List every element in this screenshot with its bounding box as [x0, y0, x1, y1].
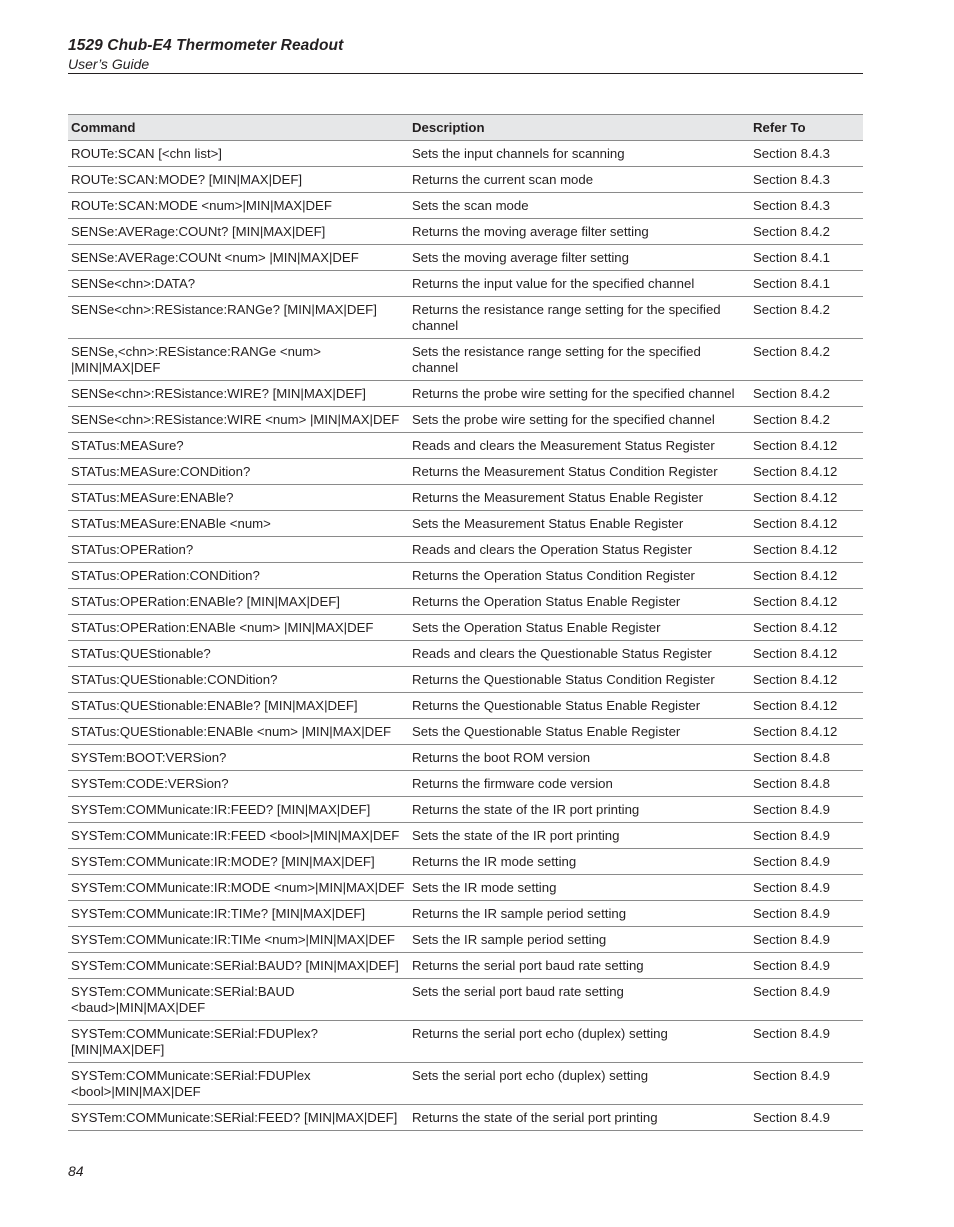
command-cell: SENSe<chn>:RESistance:WIRE? [MIN|MAX|DEF]	[71, 386, 366, 401]
description-cell: Returns the IR mode setting	[412, 854, 577, 869]
description-cell: Returns the moving average filter setting	[412, 224, 649, 239]
command-cell: STATus:QUEStionable:ENABle <num> |MIN|MAX|DEF	[71, 724, 392, 739]
description-cell: Returns the Operation Status Condition Register	[412, 568, 695, 583]
column-header-description: Description	[412, 120, 485, 135]
command-cell: STATus:QUEStionable:ENABle? [MIN|MAX|DEF]	[71, 698, 358, 713]
table-row	[68, 979, 863, 1021]
description-cell: Sets the probe wire setting for the specified channel	[412, 412, 715, 427]
refer-to-cell: Section 8.4.3	[753, 198, 830, 213]
table-row	[68, 1063, 863, 1105]
refer-to-cell: Section 8.4.9	[753, 932, 830, 947]
description-cell: Returns the Questionable Status Enable Register	[412, 698, 701, 713]
refer-to-cell: Section 8.4.9	[753, 854, 830, 869]
refer-to-cell: Section 8.4.12	[753, 672, 838, 687]
page-number: 84	[68, 1163, 84, 1179]
table-row	[68, 667, 863, 693]
command-cell: ROUTe:SCAN [<chn list>]	[71, 146, 222, 161]
table-row	[68, 485, 863, 511]
refer-to-cell: Section 8.4.9	[753, 984, 830, 999]
refer-to-cell: Section 8.4.1	[753, 250, 830, 265]
table-row	[68, 953, 863, 979]
table-row	[68, 219, 863, 245]
command-cell: SYSTem:COMMunicate:SERial:FEED? [MIN|MAX|DEF]	[71, 1110, 398, 1125]
command-cell: SYSTem:COMMunicate:SERial:FDUPlex? [MIN|MAX|DEF]	[71, 1026, 318, 1057]
table-row	[68, 589, 863, 615]
command-cell: SYSTem:COMMunicate:SERial:BAUD <baud>|MIN|MAX|DEF	[71, 984, 295, 1015]
description-cell: Sets the input channels for scanning	[412, 146, 625, 161]
table-row	[68, 271, 863, 297]
table-row	[68, 407, 863, 433]
refer-to-cell: Section 8.4.9	[753, 906, 830, 921]
command-cell: SENSe<chn>:DATA?	[71, 276, 196, 291]
description-cell: Returns the state of the IR port printing	[412, 802, 640, 817]
command-cell: SENSe:AVERage:COUNt? [MIN|MAX|DEF]	[71, 224, 326, 239]
table-header-row	[68, 115, 863, 141]
column-header-refer-to: Refer To	[753, 120, 806, 135]
description-cell: Returns the IR sample period setting	[412, 906, 627, 921]
command-cell: SENSe<chn>:RESistance:RANGe? [MIN|MAX|DEF]	[71, 302, 377, 317]
refer-to-cell: Section 8.4.9	[753, 1068, 830, 1083]
description-cell: Returns the Measurement Status Enable Register	[412, 490, 704, 505]
description-cell: Sets the Measurement Status Enable Register	[412, 516, 684, 531]
command-cell: SYSTem:CODE:VERSion?	[71, 776, 229, 791]
table-row	[68, 615, 863, 641]
table-row	[68, 641, 863, 667]
description-cell: Sets the scan mode	[412, 198, 529, 213]
refer-to-cell: Section 8.4.12	[753, 438, 838, 453]
table-row	[68, 511, 863, 537]
description-cell: Returns the input value for the specified channel	[412, 276, 695, 291]
refer-to-cell: Section 8.4.12	[753, 724, 838, 739]
command-cell: STATus:MEASure:ENABle?	[71, 490, 234, 505]
description-cell: Sets the Questionable Status Enable Register	[412, 724, 681, 739]
refer-to-cell: Section 8.4.1	[753, 276, 830, 291]
command-cell: STATus:MEASure?	[71, 438, 184, 453]
table-row	[68, 719, 863, 745]
description-cell: Reads and clears the Operation Status Register	[412, 542, 693, 557]
table-row	[68, 1105, 863, 1131]
table-row	[68, 167, 863, 193]
refer-to-cell: Section 8.4.12	[753, 620, 838, 635]
command-table	[68, 114, 863, 1131]
refer-to-cell: Section 8.4.12	[753, 542, 838, 557]
table-row	[68, 193, 863, 219]
command-cell: STATus:OPERation:CONDition?	[71, 568, 260, 583]
refer-to-cell: Section 8.4.2	[753, 344, 830, 359]
refer-to-cell: Section 8.4.2	[753, 224, 830, 239]
command-cell: STATus:QUEStionable:CONDition?	[71, 672, 278, 687]
table-row	[68, 245, 863, 271]
refer-to-cell: Section 8.4.12	[753, 490, 838, 505]
refer-to-cell: Section 8.4.8	[753, 776, 830, 791]
description-cell: Returns the serial port baud rate setting	[412, 958, 644, 973]
command-cell: SYSTem:COMMunicate:SERial:FDUPlex <bool>|MIN|MAX|DEF	[71, 1068, 311, 1099]
description-cell: Reads and clears the Measurement Status Register	[412, 438, 715, 453]
command-cell: ROUTe:SCAN:MODE? [MIN|MAX|DEF]	[71, 172, 303, 187]
description-cell: Sets the serial port echo (duplex) setting	[412, 1068, 649, 1083]
description-cell: Sets the state of the IR port printing	[412, 828, 620, 843]
description-cell: Sets the moving average filter setting	[412, 250, 629, 265]
table-row	[68, 901, 863, 927]
refer-to-cell: Section 8.4.8	[753, 750, 830, 765]
description-cell: Returns the firmware code version	[412, 776, 613, 791]
description-cell: Sets the serial port baud rate setting	[412, 984, 624, 999]
description-cell: Returns the Questionable Status Condition Register	[412, 672, 715, 687]
command-cell: STATus:QUEStionable?	[71, 646, 211, 661]
table-row	[68, 381, 863, 407]
refer-to-cell: Section 8.4.3	[753, 146, 830, 161]
document-title: 1529 Chub-E4 Thermometer Readout	[68, 37, 344, 54]
refer-to-cell: Section 8.4.2	[753, 386, 830, 401]
refer-to-cell: Section 8.4.9	[753, 958, 830, 973]
table-row	[68, 1021, 863, 1063]
table-row	[68, 797, 863, 823]
table-row	[68, 927, 863, 953]
table-row	[68, 693, 863, 719]
command-cell: STATus:OPERation:ENABle <num> |MIN|MAX|DEF	[71, 620, 374, 635]
table-row	[68, 537, 863, 563]
table-row	[68, 771, 863, 797]
command-cell: SYSTem:COMMunicate:IR:TIMe? [MIN|MAX|DEF]	[71, 906, 366, 921]
refer-to-cell: Section 8.4.2	[753, 302, 830, 317]
command-cell: SYSTem:COMMunicate:IR:FEED? [MIN|MAX|DEF]	[71, 802, 371, 817]
description-cell: Returns the serial port echo (duplex) setting	[412, 1026, 668, 1041]
description-cell: Reads and clears the Questionable Status Register	[412, 646, 712, 661]
refer-to-cell: Section 8.4.12	[753, 594, 838, 609]
command-cell: ROUTe:SCAN:MODE <num>|MIN|MAX|DEF	[71, 198, 332, 213]
table-row	[68, 433, 863, 459]
command-cell: SENSe<chn>:RESistance:WIRE <num> |MIN|MAX|DEF	[71, 412, 400, 427]
refer-to-cell: Section 8.4.9	[753, 828, 830, 843]
command-cell: SYSTem:COMMunicate:IR:MODE <num>|MIN|MAX|DEF	[71, 880, 405, 895]
refer-to-cell: Section 8.4.9	[753, 1110, 830, 1125]
description-cell: Returns the current scan mode	[412, 172, 594, 187]
refer-to-cell: Section 8.4.2	[753, 412, 830, 427]
table-row	[68, 745, 863, 771]
column-header-command: Command	[71, 120, 136, 135]
description-cell: Returns the Operation Status Enable Register	[412, 594, 681, 609]
refer-to-cell: Section 8.4.12	[753, 516, 838, 531]
description-cell: Returns the state of the serial port printing	[412, 1110, 658, 1125]
description-cell: Sets the IR mode setting	[412, 880, 557, 895]
command-cell: SYSTem:COMMunicate:IR:TIMe <num>|MIN|MAX|DEF	[71, 932, 395, 947]
table-row	[68, 849, 863, 875]
header-divider	[68, 73, 863, 74]
table-row	[68, 141, 863, 167]
command-cell: SYSTem:COMMunicate:IR:FEED <bool>|MIN|MAX|DEF	[71, 828, 400, 843]
description-cell: Returns the boot ROM version	[412, 750, 591, 765]
refer-to-cell: Section 8.4.12	[753, 464, 838, 479]
table-row	[68, 297, 863, 339]
description-cell: Returns the probe wire setting for the specified channel	[412, 386, 735, 401]
table-row	[68, 339, 863, 381]
description-cell: Sets the resistance range setting for the specified channel	[412, 344, 701, 375]
command-cell: STATus:OPERation:ENABle? [MIN|MAX|DEF]	[71, 594, 340, 609]
table-row	[68, 563, 863, 589]
refer-to-cell: Section 8.4.12	[753, 646, 838, 661]
command-cell: SENSe,<chn>:RESistance:RANGe <num> |MIN|MAX|DEF	[71, 344, 321, 375]
description-cell: Sets the Operation Status Enable Register	[412, 620, 661, 635]
refer-to-cell: Section 8.4.9	[753, 880, 830, 895]
table-row	[68, 823, 863, 849]
description-cell: Returns the Measurement Status Condition Register	[412, 464, 718, 479]
command-cell: SYSTem:COMMunicate:SERial:BAUD? [MIN|MAX|DEF]	[71, 958, 399, 973]
refer-to-cell: Section 8.4.12	[753, 568, 838, 583]
command-cell: STATus:MEASure:ENABle <num>	[71, 516, 271, 531]
table-row	[68, 459, 863, 485]
command-cell: SYSTem:BOOT:VERSion?	[71, 750, 227, 765]
refer-to-cell: Section 8.4.9	[753, 802, 830, 817]
command-cell: STATus:MEASure:CONDition?	[71, 464, 251, 479]
refer-to-cell: Section 8.4.9	[753, 1026, 830, 1041]
refer-to-cell: Section 8.4.3	[753, 172, 830, 187]
table-row	[68, 875, 863, 901]
description-cell: Sets the IR sample period setting	[412, 932, 607, 947]
document-subtitle: User’s Guide	[68, 56, 150, 72]
command-cell: STATus:OPERation?	[71, 542, 194, 557]
description-cell: Returns the resistance range setting for the specified channel	[412, 302, 721, 333]
command-cell: SYSTem:COMMunicate:IR:MODE? [MIN|MAX|DEF]	[71, 854, 375, 869]
command-cell: SENSe:AVERage:COUNt <num> |MIN|MAX|DEF	[71, 250, 359, 265]
refer-to-cell: Section 8.4.12	[753, 698, 838, 713]
